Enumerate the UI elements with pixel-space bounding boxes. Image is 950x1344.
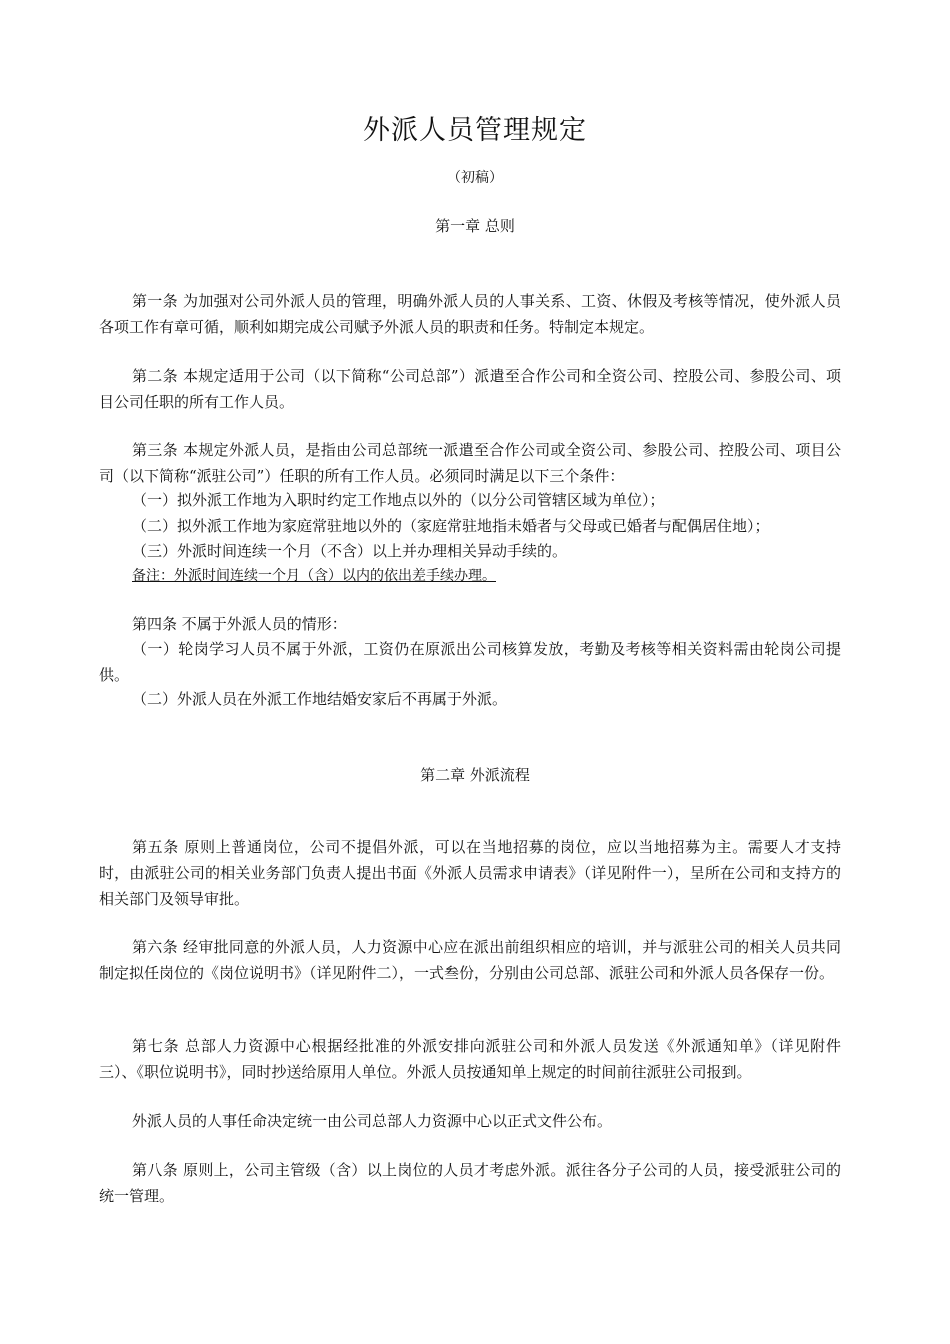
article-3-item-1: （一）拟外派工作地为入职时约定工作地点以外的（以分公司管辖区域为单位）； bbox=[132, 491, 665, 509]
document-title: 外派人员管理规定 bbox=[363, 115, 587, 146]
article-4-item-2: （二）外派人员在外派工作地结婚安家后不再属于外派。 bbox=[132, 690, 508, 708]
article-7-supplement: 外派人员的人事任命决定统一由公司总部人力资源中心以正式文件公布。 bbox=[132, 1112, 613, 1130]
article-5: 第五条 原则上普通岗位，公司不提倡外派，可以在当地招募的岗位，应以当地招募为主。需要人才支持时，由派驻公司的相关业务部门负责人提出书面《外派人员需求申请表》（详见附件一），呈所在公司和支持方的相关部门及领导审批。 bbox=[99, 838, 841, 908]
article-3-note: 备注：外派时间连续一个月（含）以内的依出差手续办理。 bbox=[132, 568, 496, 584]
article-3-item-2: （二）拟外派工作地为家庭常驻地以外的（家庭常驻地指未婚者与父母或已婚者与配偶居住地）； bbox=[132, 517, 770, 535]
article-3-item-3: （三）外派时间连续一个月（不含）以上并办理相关异动手续的。 bbox=[132, 542, 568, 560]
article-6: 第六条 经审批同意的外派人员，人力资源中心应在派出前组织相应的培训，并与派驻公司的相关人员共同制定拟任岗位的《岗位说明书》（详见附件二），一式叁份，分别由公司总部、派驻公司和外派人员各保存一份。 bbox=[99, 938, 841, 982]
article-4-item-1: （一）轮岗学习人员不属于外派，工资仍在原派出公司核算发放，考勤及考核等相关资料需由轮岗公司提供。 bbox=[99, 640, 841, 684]
article-2: 第二条 本规定适用于公司（以下简称“公司总部”）派遣至合作公司和全资公司、控股公司、参股公司、项目公司任职的所有工作人员。 bbox=[99, 367, 841, 411]
article-3: 第三条 本规定外派人员，是指由公司总部统一派遣至合作公司或全资公司、参股公司、控股公司、项目公司（以下简称“派驻公司”）任职的所有工作人员。必须同时满足以下三个条件： bbox=[99, 441, 841, 485]
article-7: 第七条 总部人力资源中心根据经批准的外派安排向派驻公司和外派人员发送《外派通知单》（详见附件三）、《职位说明书》，同时抄送给原用人单位。外派人员按通知单上规定的时间前往派驻公司报到。 bbox=[99, 1037, 841, 1081]
article-4: 第四条 不属于外派人员的情形： bbox=[132, 615, 347, 633]
chapter-2-heading: 第二章 外派流程 bbox=[420, 766, 530, 784]
chapter-1-heading: 第一章 总则 bbox=[435, 217, 515, 235]
article-8: 第八条 原则上，公司主管级（含）以上岗位的人员才考虑外派。派往各分子公司的人员，接受派驻公司的统一管理。 bbox=[99, 1161, 841, 1205]
article-1: 第一条 为加强对公司外派人员的管理，明确外派人员的人事关系、工资、休假及考核等情况，使外派人员各项工作有章可循，顺利如期完成公司赋予外派人员的职责和任务。特制定本规定。 bbox=[99, 292, 841, 336]
document-subtitle: （初稿） bbox=[447, 170, 503, 186]
